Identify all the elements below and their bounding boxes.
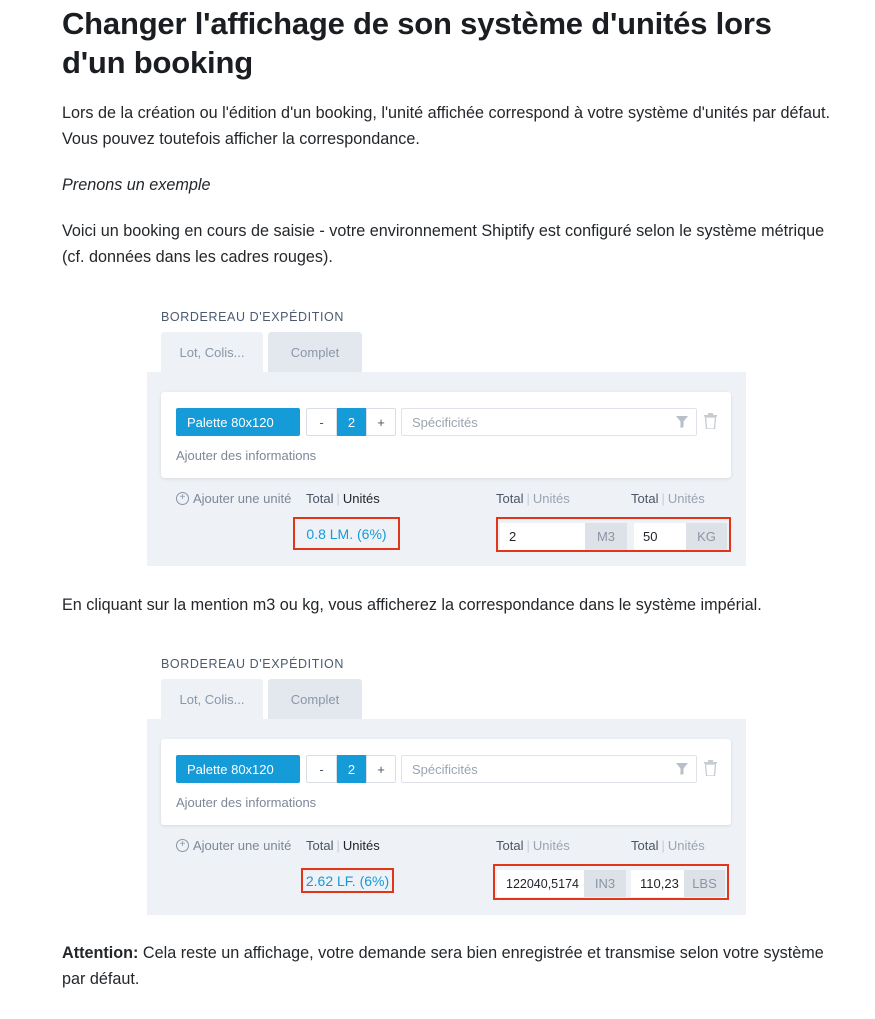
attention-text: Cela reste un affichage, votre demande sera bien enregistrée et transmise selon votre système par défaut. xyxy=(62,944,824,988)
quantity-value[interactable]: 2 xyxy=(337,408,366,436)
example-description: Voici un booking en cours de saisie - votre environnement Shiptify est configuré selon le système métrique (cf. données dans les cadres rouges). xyxy=(62,222,825,266)
linear-total-value: 2.62 LF. (6%) xyxy=(305,872,390,889)
linear-total-highlight xyxy=(301,868,394,893)
add-unit-label: Ajouter une unité xyxy=(193,838,292,853)
quantity-decrement-button[interactable]: - xyxy=(306,408,337,436)
volume-input[interactable]: 122040,5174 xyxy=(497,870,584,897)
linear-total-value: 0.8 LM. (6%) xyxy=(306,525,387,542)
pallet-type-select[interactable]: Palette 80x120 xyxy=(176,408,300,436)
attention-paragraph xyxy=(62,940,832,992)
units-label[interactable]: Unités xyxy=(667,491,705,506)
add-unit-label: Ajouter une unité xyxy=(193,491,292,506)
linear-total-header: Total | Unités xyxy=(306,491,380,506)
item-card xyxy=(161,739,731,825)
quantity-decrement-button[interactable]: - xyxy=(306,755,337,783)
linear-total-header: Total | Unités xyxy=(306,838,380,853)
filter-icon xyxy=(676,763,688,775)
add-info-link[interactable]: Ajouter des informations xyxy=(176,795,317,810)
plus-circle-icon: + xyxy=(176,492,189,505)
specificities-placeholder: Spécificités xyxy=(412,414,478,430)
trash-icon[interactable] xyxy=(704,413,717,429)
volume-weight-highlight xyxy=(493,864,729,900)
tab-complet[interactable]: Complet xyxy=(268,332,362,373)
weight-header: Total | Unités xyxy=(631,838,705,853)
total-label: Total xyxy=(496,838,524,853)
specificities-placeholder: Spécificités xyxy=(412,761,478,777)
total-label: Total xyxy=(496,491,524,506)
quantity-value[interactable]: 2 xyxy=(337,755,366,783)
linear-total-highlight xyxy=(293,517,400,550)
plus-circle-icon: + xyxy=(176,839,189,852)
units-label[interactable]: Unités xyxy=(532,838,570,853)
add-info-link[interactable]: Ajouter des informations xyxy=(176,448,317,463)
add-unit-button[interactable] xyxy=(176,491,291,506)
attention-label: Attention: xyxy=(62,944,139,962)
volume-header: Total | Unités xyxy=(496,491,570,506)
tab-lot-colis[interactable]: Lot, Colis... xyxy=(161,332,263,373)
trash-icon[interactable] xyxy=(704,760,717,776)
volume-unit-toggle[interactable]: M3 xyxy=(585,523,627,550)
volume-header: Total | Unités xyxy=(496,838,570,853)
section-title: BORDEREAU D'EXPÉDITION xyxy=(161,657,344,671)
item-card xyxy=(161,392,731,478)
click-description: En cliquant sur la mention m3 ou kg, vous afficherez la correspondance dans le système impérial. xyxy=(62,596,762,614)
example-label xyxy=(62,172,832,198)
pallet-type-select[interactable]: Palette 80x120 xyxy=(176,755,300,783)
units-label[interactable]: Unités xyxy=(342,491,380,506)
units-label[interactable]: Unités xyxy=(667,838,705,853)
volume-unit-toggle[interactable]: IN3 xyxy=(584,870,626,897)
volume-input[interactable]: 2 xyxy=(500,523,585,550)
weight-input[interactable]: 50 xyxy=(634,523,686,550)
weight-input[interactable]: 110,23 xyxy=(631,870,684,897)
specificities-select[interactable] xyxy=(401,408,697,436)
quantity-increment-button[interactable]: + xyxy=(366,755,396,783)
example-label-text: Prenons un exemple xyxy=(62,176,211,194)
total-label: Total xyxy=(306,491,334,506)
units-label[interactable]: Unités xyxy=(342,838,380,853)
total-label: Total xyxy=(306,838,334,853)
volume-weight-highlight xyxy=(496,517,731,552)
specificities-select[interactable] xyxy=(401,755,697,783)
shipment-panel xyxy=(147,372,746,566)
tab-complet[interactable]: Complet xyxy=(268,679,362,720)
total-label: Total xyxy=(631,491,659,506)
quantity-increment-button[interactable]: + xyxy=(366,408,396,436)
section-title: BORDEREAU D'EXPÉDITION xyxy=(161,310,344,324)
units-label[interactable]: Unités xyxy=(532,491,570,506)
total-label: Total xyxy=(631,838,659,853)
add-unit-button[interactable] xyxy=(176,838,291,853)
page-title: Changer l'affichage de son système d'unités lors d'un booking xyxy=(62,6,772,80)
weight-unit-toggle[interactable]: KG xyxy=(686,523,727,550)
intro-paragraph: Lors de la création ou l'édition d'un booking, l'unité affichée correspond à votre système d'unités par défaut. Vous pouvez toutefois afficher la correspondance. xyxy=(62,104,830,148)
weight-header: Total | Unités xyxy=(631,491,705,506)
tab-lot-colis[interactable]: Lot, Colis... xyxy=(161,679,263,720)
shipment-panel xyxy=(147,719,746,915)
filter-icon xyxy=(676,416,688,428)
weight-unit-toggle[interactable]: LBS xyxy=(684,870,725,897)
